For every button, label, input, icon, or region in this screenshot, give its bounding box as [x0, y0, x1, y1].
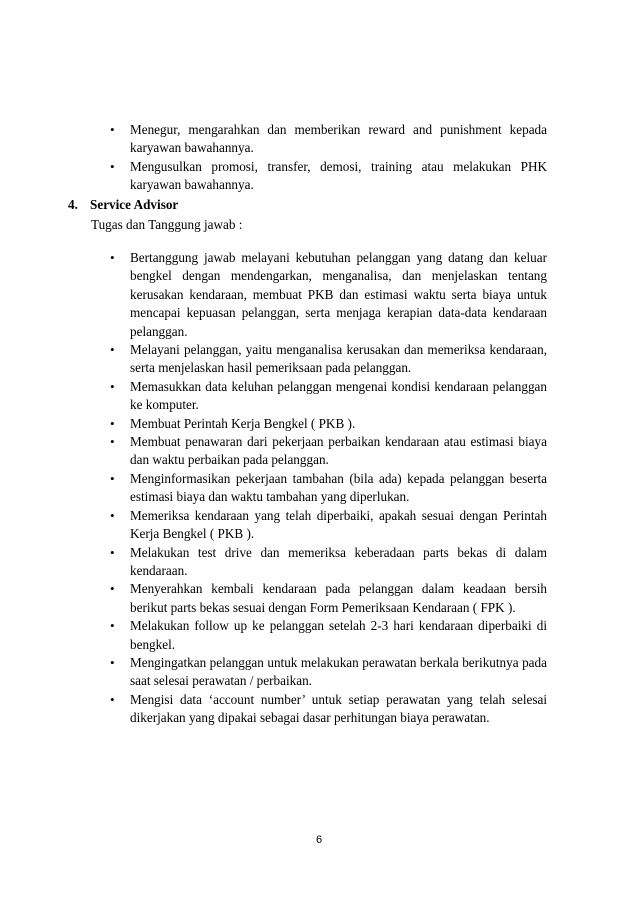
- top-bullet-list: [106, 121, 547, 195]
- section-heading: [68, 197, 178, 213]
- list-item: • Melakukan test drive dan memeriksa keberadaan parts bekas di dalam kendaraan.: [106, 544, 547, 581]
- list-item: • Melayani pelanggan, yaitu menganalisa kerusakan dan memeriksa kendaraan, serta menjelaskan hasil pemeriksaan pada pelanggan.: [106, 341, 547, 378]
- section-subtitle: Tugas dan Tanggung jawab :: [91, 217, 243, 232]
- list-item: • Mengusulkan promosi, transfer, demosi, training atau melakukan PHK karyawan bawahannya.: [106, 158, 547, 195]
- list-item: • Mengisi data ‘account number’ untuk setiap perawatan yang telah selesai dikerjakan yang dipakai sebagai dasar perhitungan biaya perawatan.: [106, 691, 547, 728]
- list-item: • Memasukkan data keluhan pelanggan mengenai kondisi kendaraan pelanggan ke komputer.: [106, 378, 547, 415]
- list-item: • Membuat Perintah Kerja Bengkel ( PKB ).: [106, 415, 547, 433]
- duties-bullet-list: [106, 249, 547, 728]
- list-item: • Bertanggung jawab melayani kebutuhan pelanggan yang datang dan keluar bengkel dengan mendengarkan, menganalisa, dan menjelaskan tentang kerusakan kendaraan, membuat PKB dan estimasi waktu serta biaya untuk mencapai kepuasan pelanggan, serta menjaga kerapian data-data kendaraan pelanggan.: [106, 249, 547, 341]
- list-item: • Menegur, mengarahkan dan memberikan reward and punishment kepada karyawan bawahannya.: [106, 121, 547, 158]
- section-number: 4.: [68, 197, 78, 212]
- section-title: Service Advisor: [90, 197, 179, 212]
- page-number: 6: [315, 834, 323, 846]
- list-item: • Menyerahkan kembali kendaraan pada pelanggan dalam keadaan bersih berikut parts bekas sesuai dengan Form Pemeriksaan Kendaraan ( FPK ).: [106, 580, 547, 617]
- list-item: • Menginformasikan pekerjaan tambahan (bila ada) kepada pelanggan beserta estimasi biaya dan waktu tambahan yang diperlukan.: [106, 470, 547, 507]
- list-item: • Mengingatkan pelanggan untuk melakukan perawatan berkala berikutnya pada saat selesai perawatan / perbaikan.: [106, 654, 547, 691]
- list-item: • Memeriksa kendaraan yang telah diperbaiki, apakah sesuai dengan Perintah Kerja Bengkel ( PKB ).: [106, 507, 547, 544]
- list-item: • Melakukan follow up ke pelanggan setelah 2-3 hari kendaraan diperbaiki di bengkel.: [106, 617, 547, 654]
- list-item: • Membuat penawaran dari pekerjaan perbaikan kendaraan atau estimasi biaya dan waktu perbaikan pada pelanggan.: [106, 433, 547, 470]
